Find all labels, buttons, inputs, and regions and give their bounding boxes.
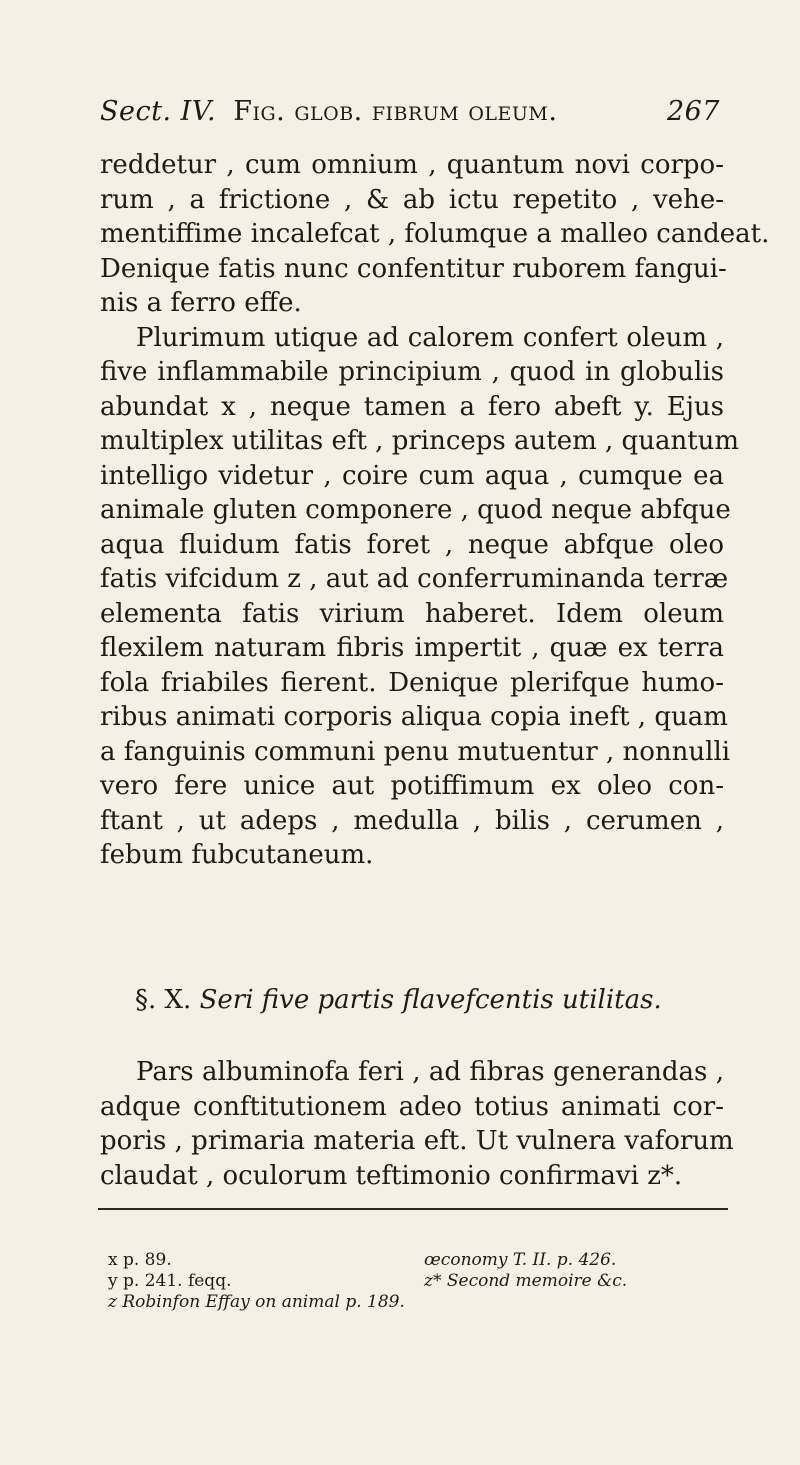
text-line: claudat , oculorum teftimonio confirmavi z*. xyxy=(100,1160,683,1191)
text-line: rum , a frictione , & ab ictu repetito , vehe- xyxy=(100,184,724,215)
running-header xyxy=(100,96,720,127)
text-line: Denique fatis nunc confentitur ruborem fangui- xyxy=(100,253,727,284)
text-line: reddetur , cum omnium , quantum novi corpo- xyxy=(100,150,724,180)
text-line: abundat x , neque tamen a fero abeft y. Ejus xyxy=(100,391,724,422)
main-text xyxy=(100,148,770,873)
paragraph-2 xyxy=(100,321,740,873)
footnote-y: y p. 241. feqq. xyxy=(108,1271,232,1291)
header-running-title: Fig. glob. fibrum oleum. xyxy=(233,96,558,127)
text-line: Pars albuminofa feri , ad fibras generandas , xyxy=(136,1057,724,1087)
section-heading xyxy=(135,985,735,1015)
text-line: intelligo videtur , coire cum aqua , cumque ea xyxy=(100,460,724,491)
text-line: flexilem naturam fibris impertit , quæ ex terra xyxy=(100,633,724,663)
footnote-economy: œconomy T. II. p. 426. xyxy=(424,1250,617,1270)
text-line: mentiffime incalefcat , folumque a malleo candeat. xyxy=(100,219,770,249)
text-line: poris , primaria materia eft. Ut vulnera vaforum xyxy=(100,1126,734,1156)
page-number: 267 xyxy=(666,96,720,127)
paragraph-3 xyxy=(100,1055,734,1193)
text-line: ftant , ut adeps , medulla , bilis , cerumen , xyxy=(100,805,724,836)
footnote-rule xyxy=(98,1208,728,1210)
text-line: adque conftitutionem adeo totius animati cor- xyxy=(100,1091,724,1122)
text-line: five inflammabile principium , quod in globulis xyxy=(100,357,724,387)
footnote-row xyxy=(108,1292,728,1313)
text-line: multiplex utilitas eft , princeps autem , quantum xyxy=(100,426,740,456)
text-line: a fanguinis communi penu mutuentur , nonnulli xyxy=(100,736,731,767)
footnote-z-star: z* Second memoire &c. xyxy=(424,1271,628,1291)
text-line: vero fere unice aut potiffimum ex oleo con- xyxy=(100,771,724,801)
footnotes xyxy=(108,1250,728,1313)
text-line: aqua fluidum fatis foret , neque abfque oleo xyxy=(100,529,724,560)
text-line: elementa fatis virium haberet. Idem oleum xyxy=(100,598,724,629)
section-title: Seri five partis flavefcentis utilitas. xyxy=(199,985,662,1015)
text-line: Plurimum utique ad calorem confert oleum , xyxy=(136,322,724,353)
footnote-row xyxy=(108,1271,728,1292)
text-line: animale gluten componere , quod neque abfque xyxy=(100,495,731,525)
text-line: fatis vifcidum z , aut ad conferruminanda terræ xyxy=(100,564,729,594)
footnote-z: z Robinfon Effay on animal p. 189. xyxy=(108,1292,405,1312)
section-number: §. X. xyxy=(135,985,192,1015)
footnote-row xyxy=(108,1250,728,1271)
text-line: ribus animati corporis aliqua copia ineft , quam xyxy=(100,702,728,732)
paragraph-1 xyxy=(100,148,770,321)
footnote-x: x p. 89. xyxy=(108,1250,172,1270)
text-line: nis a ferro effe. xyxy=(100,288,302,318)
header-section: Sect. IV. xyxy=(100,96,217,127)
text-line: fola friabiles fierent. Denique plerifque humo- xyxy=(100,667,724,698)
text-line: febum fubcutaneum. xyxy=(100,840,374,870)
